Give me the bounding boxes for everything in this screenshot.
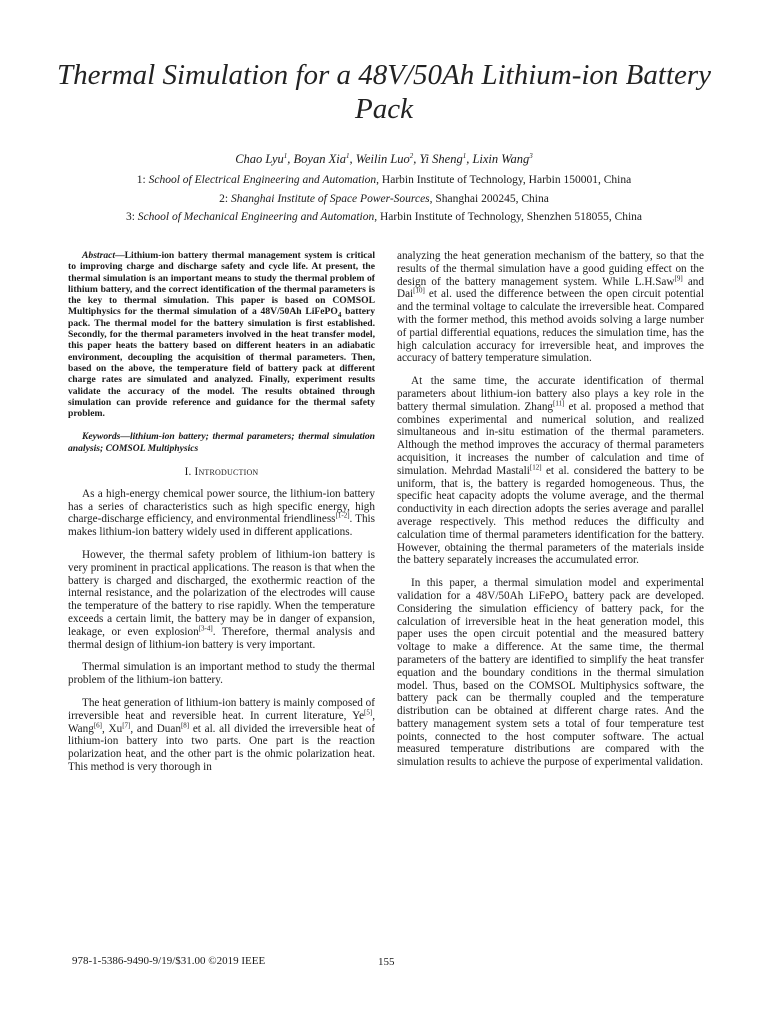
paragraph-text: . This makes lithium-ion battery widely used in different applications. — [68, 513, 376, 539]
citation: [6] — [93, 720, 102, 729]
author-affiliation-mark: 1 — [345, 151, 350, 160]
abstract-lead: Abstract — [82, 250, 116, 261]
paragraph-text: At the same time, the accurate identification of thermal parameters about lithium-ion battery also plays a key role in the battery thermal simulation. Zhang — [397, 375, 704, 413]
paragraph-text: . Therefore, thermal analysis and thermal design of lithium-ion battery is very important. — [68, 625, 375, 651]
abstract — [68, 250, 375, 419]
paragraph-text: analyzing the heat generation mechanism of the battery, so that the results of the thermal simulation have a good guiding effect on the design of the battery management system. While L.H.Saw — [397, 250, 704, 288]
paragraph-text: , and Duan — [130, 722, 181, 735]
citation: [1-2] — [335, 511, 350, 520]
footer-isbn: 978-1-5386-9490-9/19/$31.00 ©2019 IEEE — [72, 955, 266, 967]
paragraph-text: , Xu — [102, 722, 123, 735]
paragraph — [68, 488, 375, 539]
paragraph-text: , Wang — [68, 709, 375, 735]
affiliation-institution: , Harbin Institute of Technology, Harbin 150001, China — [376, 174, 632, 186]
citation: [8] — [180, 720, 190, 729]
section-initial: I — [194, 466, 199, 479]
paragraph-text: As a high-energy chemical power source, the lithium-ion battery has a series of characteristics such as high specific energy, high charge-discharge efficiency, and environmental friendliness — [68, 487, 375, 526]
paragraph-text: et al. all divided the irreversible heat of lithium-ion battery into two parts. One part is the reaction polarization heat, and the other part is the ohmic polarization heat. This method is very thorough in — [68, 722, 375, 773]
author-affiliation-mark: 1 — [462, 151, 467, 160]
author-affiliation-mark: 1 — [283, 151, 288, 160]
author-name: Weilin Luo — [355, 152, 410, 166]
abstract-dash: — — [115, 250, 125, 261]
affiliation-3 — [0, 210, 768, 225]
section-number: I. — [184, 466, 195, 479]
author-affiliation-mark: 2 — [409, 151, 414, 160]
keywords: Keywords—lithium-ion battery; thermal parameters; thermal simulation analysis; COMSOL Multiphysics — [68, 431, 375, 454]
section-heading-introduction — [68, 466, 375, 479]
affiliation-institution: , Shanghai 200245, China — [429, 193, 549, 205]
paragraph-text: and Dai — [397, 275, 704, 301]
author-affiliation-mark: 3 — [529, 151, 533, 160]
page-number: 155 — [378, 956, 395, 968]
author-name: Chao Lyu — [235, 152, 284, 166]
citation: [11] — [553, 399, 565, 408]
author-name: Yi Sheng — [419, 152, 463, 166]
paragraph — [397, 577, 704, 769]
paragraph — [68, 549, 375, 651]
author-list: Chao Lyu$^1$, Boyan Xia$^1$, Weilin Luo$^2$, Yi Sheng$^1$, Lixin Wang$^3$ — [235, 151, 533, 166]
citation: [7] — [122, 720, 131, 729]
affiliation-department: School of Mechanical Engineering and Automation — [137, 211, 375, 223]
abstract-text: battery pack. The thermal model for the battery simulation is first established. Secondly, for the thermal parameters involved in the heat transfer model, this paper heats the battery based on different heaters in an adiabatic environment, decoupling the acquisition of thermal parameters. Then, based on the above, the temperature field of battery pack at different charge rates are simulated and analyzed. Finally, experiment results validate the accuracy of the model. The results obtained through simulation can provide reference and guidance for the thermal safety problem. — [68, 306, 376, 420]
affiliation-department: Shanghai Institute of Space Power-Sources — [231, 193, 430, 205]
paragraph-text: In this paper, a thermal simulation model and experimental validation for a 48V/50Ah LiFePO — [397, 577, 704, 602]
citation: [3-4] — [198, 624, 213, 633]
author-name: Boyan Xia — [293, 152, 346, 166]
paragraph-text: et al. considered the battery to be uniform, that is, the battery is regarded homogeneous. Thus, the specific heat capacity adopts the volume average, and the thermal conductivity in each direction adopts the series average and parallel average respectively. This method reduces the difficulty and calculation time of thermal parameters identification for the battery. However, obtaining the thermal parameters of the materials inside the battery separately increases the accumulated error. — [397, 464, 704, 567]
paragraph — [397, 250, 704, 365]
paragraph — [397, 375, 704, 567]
author-name: Lixin Wang — [472, 152, 530, 166]
citation: [5] — [364, 708, 373, 717]
paragraph: Thermal simulation is an important method to study the thermal problem of the lithium-ion battery. — [68, 661, 375, 687]
paragraph-text: The heat generation of lithium-ion battery is mainly composed of irreversible heat and reversible heat. In current literature, Ye — [68, 697, 375, 722]
citation: [12] — [529, 463, 542, 472]
affiliation-2 — [0, 192, 768, 207]
paper-title: Thermal Simulation for a 48V/50Ah Lithium-ion Battery Pack — [56, 59, 712, 125]
affiliation-number: 2: — [219, 193, 231, 205]
affiliation-1 — [0, 173, 768, 188]
abstract-text: Lithium-ion battery thermal management system is critical to improving charge and discharge safety and cycle life. At present, the thermal simulation is an important means to study the thermal problem of lithium battery, and the correct identification of the thermal parameters is the key to thermal simulation. This paper is based on COMSOL Multiphysics for the thermal simulation of a 48V/50Ah LiFePO — [68, 250, 375, 318]
affiliation-institution: , Harbin Institute of Technology, Shenzhen 518055, China — [374, 211, 643, 223]
paragraph-text: battery pack are developed. Considering the simulation efficiency of battery pack, for the calculation of irreversible heat in the heat generation model, this paper uses the open circuit potential and the measured battery voltage to make a difference. At the same time, the thermal parameters of the battery are identified to simplify the heat transfer equation and the boundary conditions in the thermal simulation model. Thus, based on the COMSOL Multiphysics software, the battery pack can be thermally coupled and the temperature distribution can be obtained at different charge rates. And the battery management system sets a total of four temperature test points, connected to the host computer software. The actual measured temperature distributions are compared with the simulation results to achieve the purpose of experimental validation. — [397, 589, 704, 769]
paragraph-text: However, the thermal safety problem of lithium-ion battery is very prominent in practical applications. The reason is that when the battery is charged and discharged, the exothermic reaction of the internal resistance, and the polarization of the electrodes will cause the temperature of the battery to rise rapidly. When the temperature exceeds a certain limit, the battery may be in danger of expansion, leakage, or even explosion — [68, 549, 375, 638]
left-column — [68, 250, 375, 784]
paragraph-text: et al. used the difference between the open circuit potential and the terminal voltage to calculate the irreversible heat. Compared with the former method, this method avoids solving a large number of partial differential equations, reduces the simulation time, has the high calculation accuracy for irreversible heat, and improves the accuracy of battery temperature simulation. — [397, 288, 704, 365]
citation: [9] — [674, 273, 683, 282]
affiliation-number: 1: — [136, 174, 149, 186]
subscript: 4 — [564, 596, 568, 605]
citation: [10] — [413, 286, 425, 295]
paragraph-text: et al. proposed a method that combines experimental and numerical solution, and realized simultaneous and in-situ estimation of the thermal parameters. Although the method improves the accuracy of thermal parameters acquisition, it increases the number of calculation and time of simulation. Mehrdad Mastali — [397, 400, 705, 477]
paragraph — [68, 697, 375, 774]
affiliation-number: 3: — [125, 211, 138, 223]
right-column — [397, 250, 704, 779]
affiliation-department: School of Electrical Engineering and Automation — [148, 174, 377, 186]
subscript: 4 — [337, 311, 342, 320]
section-title: ntroduction — [198, 466, 259, 479]
